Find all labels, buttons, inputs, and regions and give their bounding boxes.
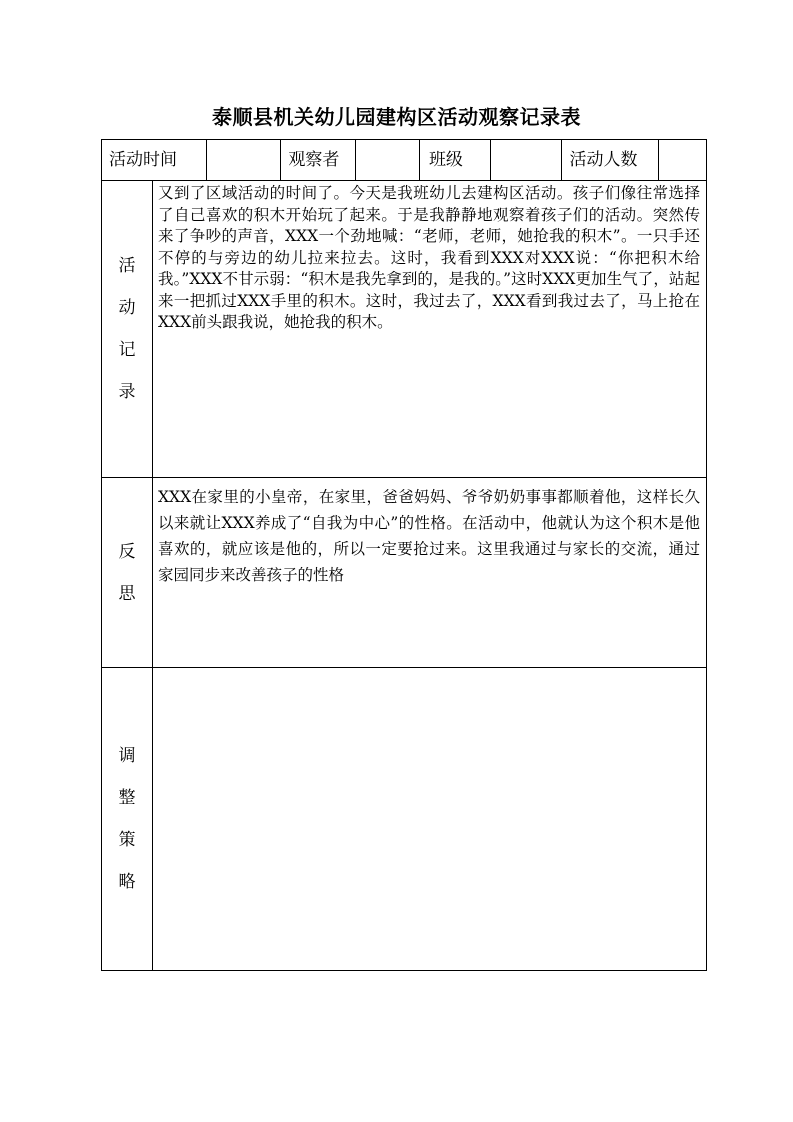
class-label: 班级	[420, 140, 491, 180]
label-char: 活	[118, 256, 136, 276]
label-char: 记	[118, 340, 136, 360]
activity-time-value[interactable]	[207, 140, 282, 180]
activity-time-label: 活动时间	[102, 140, 207, 180]
label-char: 调	[118, 746, 136, 766]
label-char: 动	[118, 298, 136, 318]
observer-label: 观察者	[281, 140, 356, 180]
reflection-row	[102, 478, 706, 668]
participant-count-label: 活动人数	[562, 140, 659, 180]
activity-record-row	[102, 181, 706, 478]
header-grid	[101, 139, 707, 180]
label-char: 录	[118, 382, 136, 402]
reflection-label	[102, 478, 153, 667]
adjustment-strategy-label	[102, 668, 153, 970]
class-value[interactable]	[491, 140, 563, 180]
label-char: 思	[118, 583, 136, 604]
observer-value[interactable]	[356, 140, 420, 180]
participant-count-value[interactable]	[659, 140, 706, 180]
adjustment-strategy-content[interactable]	[153, 668, 706, 970]
reflection-content[interactable]: XXX在家里的小皇帝，在家里，爸爸妈妈、爷爷奶奶事事都顺着他，这样长久以来就让XXX养成了“自我为中心”的性格。在活动中，他就认为这个积木是他喜欢的，就应该是他的，所以一定要抢过来。这里我通过与家长的交流，通过家园同步来改善孩子的性格	[158, 488, 700, 584]
adjustment-strategy-row	[102, 668, 706, 970]
label-char: 略	[118, 872, 136, 892]
activity-record-label	[102, 181, 153, 477]
activity-record-content[interactable]: 又到了区域活动的时间了。今天是我班幼儿去建构区活动。孩子们像往常选择了自己喜欢的积木开始玩了起来。于是我静静地观察着孩子们的活动。突然传来了争吵的声音，XXX一个劲地喊：“老师，老师，她抢我的积木”。一只手还不停的与旁边的幼儿拉来拉去。这时，我看到XXX对XXX说：“你把积木给我。”XXX不甘示弱：“积木是我先拿到的，是我的。”这时XXX更加生气了，站起来一把抓过XXX手里的积木。这时，我过去了，XXX看到我过去了，马上抢在XXX前头跟我说，她抢我的积木。	[158, 184, 700, 331]
label-char: 反	[118, 541, 136, 562]
label-char: 策	[118, 830, 136, 850]
document-title: 泰顺县机关幼儿园建构区活动观察记录表	[212, 105, 581, 129]
label-char: 整	[118, 788, 136, 808]
record-body	[101, 180, 707, 971]
